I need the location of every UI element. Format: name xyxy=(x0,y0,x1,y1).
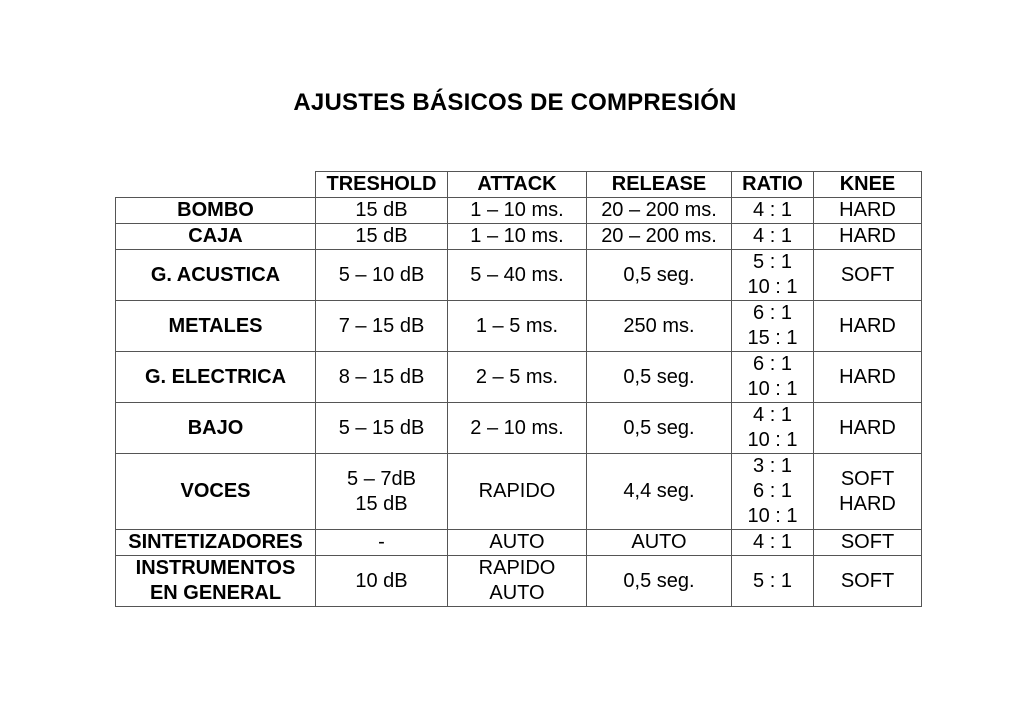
threshold-cell xyxy=(316,454,448,530)
ratio-cell xyxy=(732,454,814,530)
release-cell xyxy=(587,352,732,403)
knee-line: HARD xyxy=(839,314,896,337)
table-row xyxy=(116,403,922,454)
ratio-line: 10 : 1 xyxy=(747,429,798,451)
release-line: 20 – 200 ms. xyxy=(601,225,717,247)
threshold-line: 15 dB xyxy=(355,225,408,247)
attack-line: 5 – 40 ms. xyxy=(470,263,564,286)
instrument-line: VOCES xyxy=(180,480,251,502)
compression-table xyxy=(115,171,922,607)
knee-line: SOFT xyxy=(840,531,895,553)
threshold-line: 15 dB xyxy=(355,492,408,515)
knee-line: HARD xyxy=(839,416,896,439)
threshold-cell xyxy=(316,198,448,224)
attack-cell xyxy=(448,556,587,607)
threshold-line: 5 – 7dB xyxy=(347,467,416,490)
threshold-line: 8 – 15 dB xyxy=(338,365,425,388)
ratio-cell xyxy=(732,530,814,556)
threshold-cell xyxy=(316,224,448,250)
knee-cell xyxy=(814,224,922,250)
attack-line: 2 – 5 ms. xyxy=(475,365,559,388)
instrument-cell xyxy=(116,530,316,556)
ratio-line: 3 : 1 xyxy=(753,455,792,477)
threshold-line: 10 dB xyxy=(355,569,408,592)
threshold-cell xyxy=(316,250,448,301)
ratio-line: 15 : 1 xyxy=(747,327,798,349)
header-ratio: RATIO xyxy=(732,172,814,198)
knee-cell xyxy=(814,198,922,224)
threshold-cell xyxy=(316,352,448,403)
release-line: 0,5 seg. xyxy=(623,416,695,439)
threshold-cell xyxy=(316,556,448,607)
threshold-line: - xyxy=(378,531,385,553)
release-cell xyxy=(587,454,732,530)
ratio-line: 4 : 1 xyxy=(753,225,792,247)
attack-line: 1 – 5 ms. xyxy=(475,314,559,337)
attack-line: AUTO xyxy=(489,531,545,553)
ratio-line: 6 : 1 xyxy=(753,480,792,502)
knee-cell xyxy=(814,403,922,454)
ratio-line: 5 : 1 xyxy=(753,251,792,273)
ratio-cell xyxy=(732,301,814,352)
threshold-line: 7 – 15 dB xyxy=(338,314,425,337)
attack-cell xyxy=(448,301,587,352)
table-row xyxy=(116,556,922,607)
table-row xyxy=(116,301,922,352)
attack-cell xyxy=(448,403,587,454)
table-row xyxy=(116,352,922,403)
threshold-cell xyxy=(316,530,448,556)
knee-cell xyxy=(814,301,922,352)
knee-line: HARD xyxy=(839,199,896,221)
knee-cell xyxy=(814,454,922,530)
instrument-cell xyxy=(116,352,316,403)
threshold-cell xyxy=(316,403,448,454)
release-cell xyxy=(587,224,732,250)
threshold-line: 5 – 10 dB xyxy=(338,263,425,286)
ratio-line: 10 : 1 xyxy=(747,378,798,400)
instrument-line: SINTETIZADORES xyxy=(128,531,303,553)
table-row xyxy=(116,224,922,250)
instrument-cell xyxy=(116,250,316,301)
release-line: 250 ms. xyxy=(623,314,695,337)
attack-cell xyxy=(448,530,587,556)
knee-line: HARD xyxy=(839,492,896,515)
ratio-line: 6 : 1 xyxy=(753,353,792,375)
attack-cell xyxy=(448,250,587,301)
ratio-line: 5 : 1 xyxy=(753,569,792,592)
ratio-line: 10 : 1 xyxy=(747,276,798,298)
instrument-cell xyxy=(116,403,316,454)
instrument-line: BAJO xyxy=(187,416,244,439)
header-release: RELEASE xyxy=(587,172,732,198)
attack-cell xyxy=(448,198,587,224)
release-cell xyxy=(587,301,732,352)
release-line: 0,5 seg. xyxy=(623,365,695,388)
attack-line: 1 – 10 ms. xyxy=(470,225,564,247)
release-line: 0,5 seg. xyxy=(623,263,695,286)
instrument-line: METALES xyxy=(168,314,263,337)
release-cell xyxy=(587,250,732,301)
ratio-line: 10 : 1 xyxy=(747,505,798,527)
ratio-line: 4 : 1 xyxy=(753,531,792,553)
knee-line: SOFT xyxy=(840,569,895,592)
release-line: AUTO xyxy=(631,531,687,553)
attack-cell xyxy=(448,352,587,403)
attack-line: RAPIDO xyxy=(478,557,556,579)
header-blank-cell xyxy=(116,172,316,198)
instrument-cell xyxy=(116,556,316,607)
release-line: 20 – 200 ms. xyxy=(601,199,717,221)
knee-line: HARD xyxy=(839,225,896,247)
knee-line: HARD xyxy=(839,365,896,388)
ratio-cell xyxy=(732,352,814,403)
header-threshold: TRESHOLD xyxy=(316,172,448,198)
release-line: 4,4 seg. xyxy=(623,480,695,502)
attack-line: 1 – 10 ms. xyxy=(470,199,564,221)
knee-cell xyxy=(814,556,922,607)
instrument-cell xyxy=(116,454,316,530)
release-line: 0,5 seg. xyxy=(623,569,695,592)
attack-line: RAPIDO xyxy=(478,480,556,502)
ratio-line: 4 : 1 xyxy=(753,404,792,426)
ratio-cell xyxy=(732,556,814,607)
knee-cell xyxy=(814,352,922,403)
ratio-cell xyxy=(732,224,814,250)
instrument-cell xyxy=(116,224,316,250)
ratio-cell xyxy=(732,403,814,454)
threshold-line: 5 – 15 dB xyxy=(338,416,425,439)
ratio-cell xyxy=(732,250,814,301)
ratio-cell xyxy=(732,198,814,224)
table-body xyxy=(116,198,922,607)
table-row xyxy=(116,530,922,556)
attack-cell xyxy=(448,224,587,250)
table-row xyxy=(116,454,922,530)
ratio-line: 4 : 1 xyxy=(753,199,792,221)
header-knee: KNEE xyxy=(814,172,922,198)
page-title: AJUSTES BÁSICOS DE COMPRESIÓN xyxy=(293,89,737,116)
ratio-line: 6 : 1 xyxy=(753,302,792,324)
release-cell xyxy=(587,198,732,224)
release-cell xyxy=(587,530,732,556)
instrument-line: INSTRUMENTOS xyxy=(135,557,296,579)
instrument-line: CAJA xyxy=(188,225,243,247)
release-cell xyxy=(587,556,732,607)
knee-cell xyxy=(814,250,922,301)
instrument-cell xyxy=(116,301,316,352)
header-row xyxy=(116,172,922,198)
table-row xyxy=(116,250,922,301)
attack-line: AUTO xyxy=(489,582,545,604)
instrument-line: BOMBO xyxy=(177,199,254,221)
release-cell xyxy=(587,403,732,454)
knee-cell xyxy=(814,530,922,556)
knee-line: SOFT xyxy=(840,263,895,286)
attack-line: 2 – 10 ms. xyxy=(470,416,564,439)
table-row xyxy=(116,198,922,224)
attack-cell xyxy=(448,454,587,530)
instrument-line: G. ACUSTICA xyxy=(150,263,281,286)
instrument-line: EN GENERAL xyxy=(149,582,282,604)
threshold-cell xyxy=(316,301,448,352)
knee-line: SOFT xyxy=(840,467,895,490)
instrument-line: G. ELECTRICA xyxy=(144,365,287,388)
threshold-line: 15 dB xyxy=(355,199,408,221)
header-attack: ATTACK xyxy=(448,172,587,198)
instrument-cell xyxy=(116,198,316,224)
